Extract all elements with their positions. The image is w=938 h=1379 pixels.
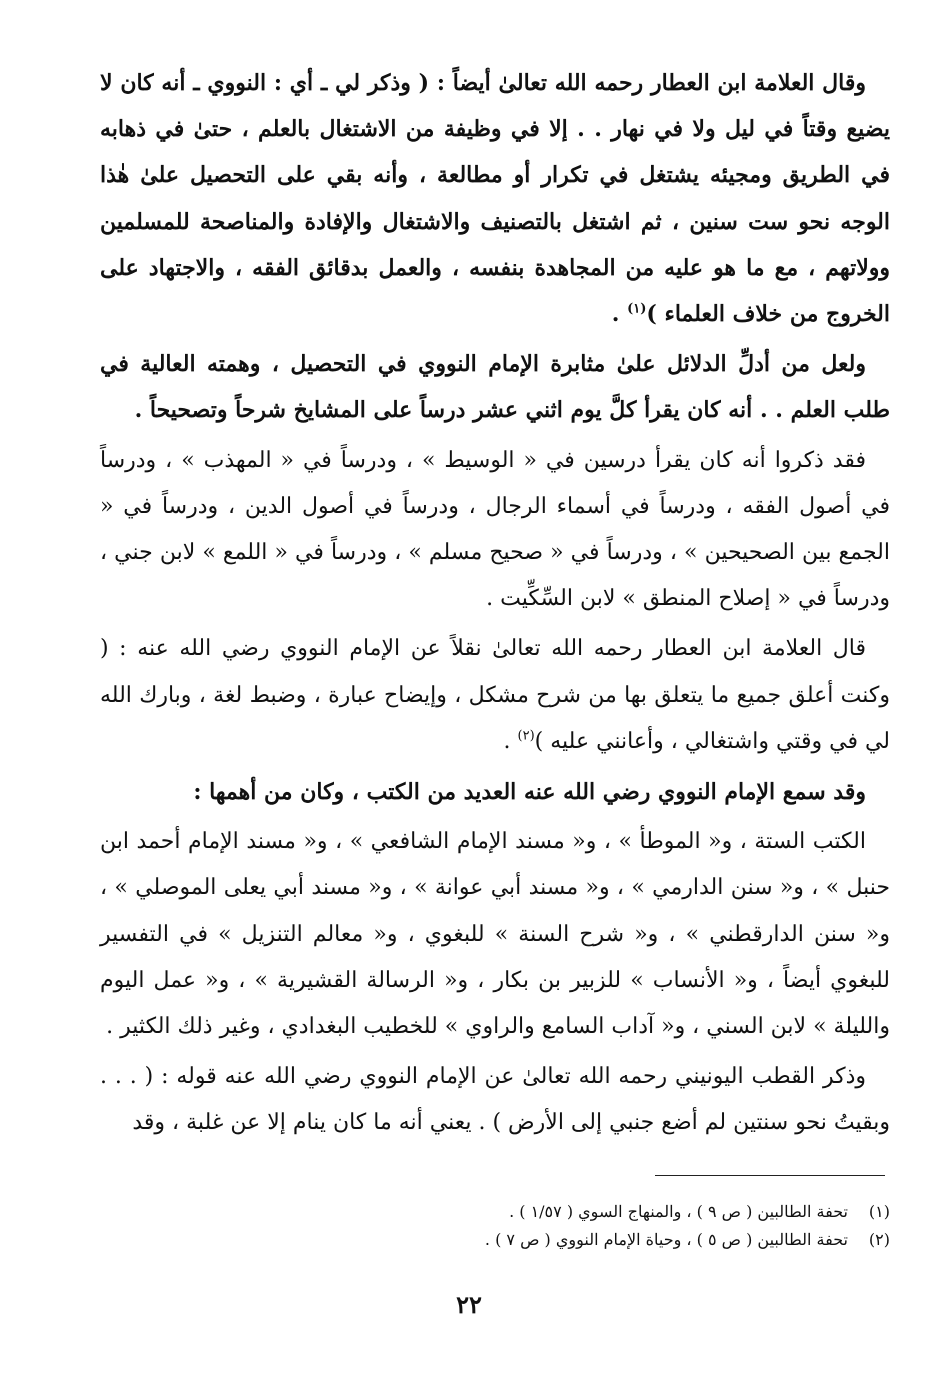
footnote-separator xyxy=(655,1175,885,1176)
paragraph-7: وذكر القطب اليونيني رحمه الله تعالىٰ عن الإمام النووي رضي الله عنه قوله : ( . . . وبقيتُ نحو سنتين لم أضع جنبي إلى الأرض ) . يعني أنه ما كان ينام إلا عن غلبة ، وقد xyxy=(100,1064,890,1136)
paragraph-5: وقد سمع الإمام النووي رضي الله عنه العديد من الكتب ، وكان من أهمها : xyxy=(193,779,866,806)
footnote-2-text: تحفة الطالبين ( ص ٥ ) ، وحياة الإمام النووي ( ص ٧ ) . xyxy=(484,1230,848,1249)
footnote-2-number: (٢) xyxy=(868,1230,890,1249)
page-number: ٢٢ xyxy=(456,1290,482,1319)
footnotes xyxy=(100,1198,890,1254)
paragraph-6: الكتب الستة ، و« الموطأ » ، و« مسند الإمام الشافعي » ، و« مسند الإمام أحمد ابن حنبل » ، و« سنن الدارمي » ، و« مسند أبي عوانة » ، و« مسند أبي يعلى الموصلي » ، و« سنن الدارقطني » ، و« شرح السنة » للبغوي ، و« معالم التنزيل » في التفسير للبغوي أيضاً ، و« الأنساب » للزبير بن بكار ، و« الرسالة القشيرية » ، و« عمل اليوم والليلة » لابن السني ، و« آداب السامع والراوي » للخطيب البغدادي ، وغير ذلك الكثير . xyxy=(100,829,890,1040)
footnote-1 xyxy=(100,1198,890,1226)
paragraph-4-text: قال العلامة ابن العطار رحمه الله تعالىٰ نقلاً عن الإمام النووي رضي الله عنه : ( وكنت أعلق جميع ما يتعلق بها من شرح مشكل ، وإيضاح عبارة ، وضبط لغة ، وبارك الله لي في وقتي واشتغالي ، وأعانني عليه ) xyxy=(100,636,890,754)
footnote-1-text: تحفة الطالبين ( ص ٩ ) ، والمنهاج السوي ( ١/٥٧ ) . xyxy=(509,1202,848,1221)
paragraph-2: ولعل من أدلِّ الدلائل علىٰ مثابرة الإمام النووي في التحصيل ، وهمته العالية في طلب العلم . . أنه كان يقرأ كلَّ يوم اثني عشر درساً على المشايخ شرحاً وتصحيحاً . xyxy=(100,351,890,424)
paragraph-4-tail: . xyxy=(503,728,518,754)
footnote-ref-2: (٢) xyxy=(517,728,535,744)
paragraph-1-text: وقال العلامة ابن العطار رحمه الله تعالىٰ أيضاً : ( وذكر لي ـ أي : النووي ـ أنه كان لا يضيع وقتاً في ليل ولا في نهار . . إلا في وظيفة من الاشتغال بالعلم ، حتىٰ في ذهابه في الطريق ومجيئه يشتغل في تكرار أو مطالعة ، وأنه بقي على التحصيل علىٰ هٰذا الوجه نحو ست سنين ، ثم اشتغل بالتصنيف والاشتغال والإفادة والمناصحة للمسلمين وولاتهم ، مع ما هو عليه من المجاهدة بنفسه ، والعمل بدقائق الفقه ، والاجتهاد على الخروج من خلاف العلماء ) xyxy=(100,70,890,328)
footnote-ref-1: (١) xyxy=(627,301,647,317)
paragraph-1-tail: . xyxy=(611,301,628,328)
paragraph-4 xyxy=(100,626,890,765)
main-text xyxy=(100,60,890,1151)
footnote-2 xyxy=(100,1226,890,1254)
footnote-1-number: (١) xyxy=(868,1202,890,1221)
paragraph-3: فقد ذكروا أنه كان يقرأ درسين في « الوسيط » ، ودرساً في « المهذب » ، ودرساً في أصول الفقه ، ودرساً في أسماء الرجال ، ودرساً في أصول الدين ، ودرساً في « الجمع بين الصحيحين » ، ودرساً في « صحيح مسلم » ، ودرساً في « اللمع » لابن جني ، ودرساً في « إصلاح المنطق » لابن السِّكِّيت . xyxy=(100,447,890,612)
paragraph-1 xyxy=(100,60,890,337)
